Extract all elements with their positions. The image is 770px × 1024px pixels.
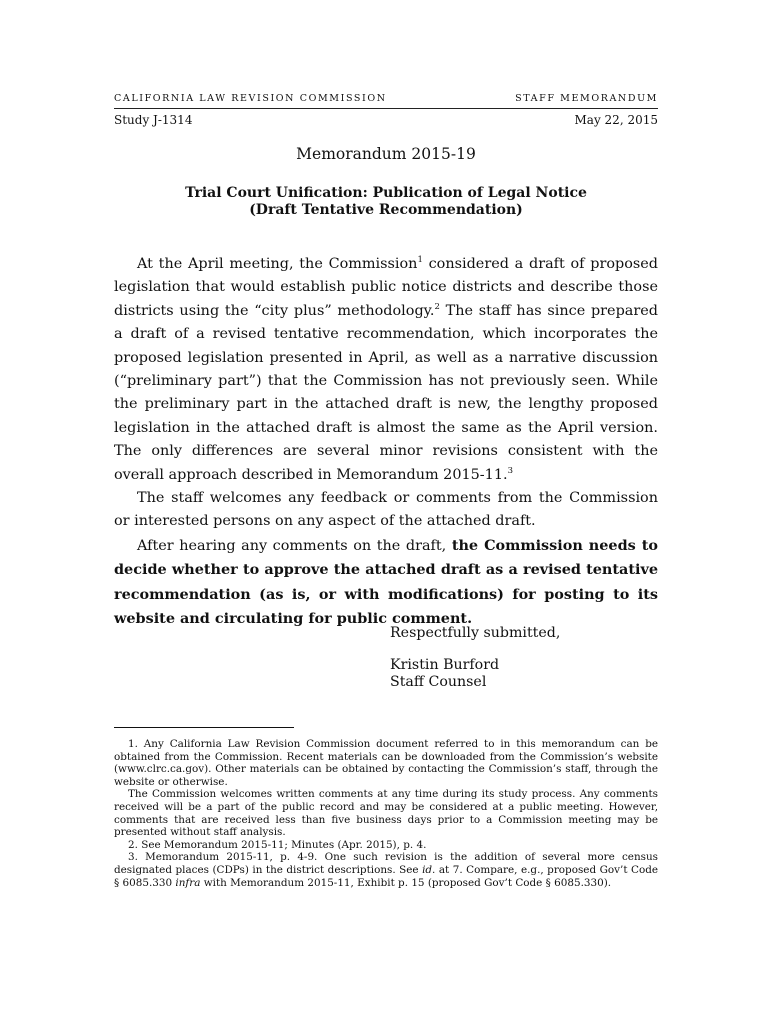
memo-title-line-1: Trial Court Unification: Publication of Legal Notice [185,185,587,201]
document-type: STAFF MEMORANDUM [515,93,658,104]
footnote-divider [114,727,294,728]
footnote-2: 2. See Memorandum 2015-11; Minutes (Apr. 2015), p. 4. [128,838,427,851]
memo-body [114,253,658,632]
paragraph-1-part-b: considered a draft of proposed legislation that would establish public notice districts and describe those districts using the “city plus” methodology. [114,256,658,319]
footnotes [114,738,658,889]
footnote-3 [114,851,658,889]
closing: Respectfully submitted, [390,625,561,641]
study-number: Study J-1314 [114,113,193,127]
signer-name: Kristin Burford [390,657,500,673]
memo-number: Memorandum 2015-19 [296,145,476,163]
paragraph-3-part-a: After hearing any comments on the draft, [137,537,452,554]
footnote-3-infra: infra [175,876,201,889]
footnote-3-part-c: with Memorandum 2015-11, Exhibit p. 15 (proposed Gov’t Code § 6085.330). [200,876,612,889]
organization-name: CALIFORNIA LAW REVISION COMMISSION [114,93,387,104]
memo-date: May 22, 2015 [574,113,658,127]
paragraph-1 [114,253,658,487]
paragraph-3 [114,534,658,632]
footnote-ref-2: 2 [434,302,440,313]
paragraph-3-bold: the Commission needs to decide whether to approve the attached draft as a revised tentative recommendation (as is, or with modifications) for posting to its website and circulating for public comment. [114,536,659,628]
footnote-3-id: id. [422,863,436,876]
running-header [114,93,658,109]
subheader [114,113,658,127]
footnote-ref-3: 3 [507,465,513,476]
footnote-3-part-a: 3. Memorandum 2015-11, p. 4-9. One such revision is the addition of several more census designated places (CDPs) in the district descriptions. See [114,851,658,876]
signature-block [390,625,658,691]
paragraph-1-part-a: At the April meeting, the Commission [137,256,418,272]
footnote-3-part-b: at 7. Compare, e.g., proposed Gov’t Code § 6085.330 [114,863,659,889]
footnote-1-continued: The Commission welcomes written comments at any time during its study process. Any comments received will be a part of the public record and may be considered at a public meeting. However, comments that are received less than five business days prior to a Commission meeting may be presented without staff analysis. [114,788,658,839]
memo-title [114,185,658,219]
memo-title-line-2: (Draft Tentative Recommendation) [249,202,523,218]
footnote-ref-1: 1 [417,255,423,266]
paragraph-1-part-c: The staff has since prepared a draft of a revised tentative recommendation, which incorporates the proposed legislation presented in April, as well as a narrative discussion (“preliminary part”) that the Commission has not previously seen. While the preliminary part in the attached draft is new, the lengthy proposed legislation in the attached draft is almost the same as the April version. The only differences are several minor revisions consistent with the overall approach described in Memorandum 2015-11. [114,302,658,483]
paragraph-2: The staff welcomes any feedback or comments from the Commission or interested persons on any aspect of the attached draft. [114,490,658,530]
footnote-1: 1. Any California Law Revision Commission document referred to in this memorandum can be obtained from the Commission. Recent materials can be downloaded from the Commission’s website (www.clrc.ca.gov). Other materials can be obtained by contacting the Commission’s staff, through the website or otherwise. [114,738,658,788]
signer-role: Staff Counsel [390,674,487,690]
